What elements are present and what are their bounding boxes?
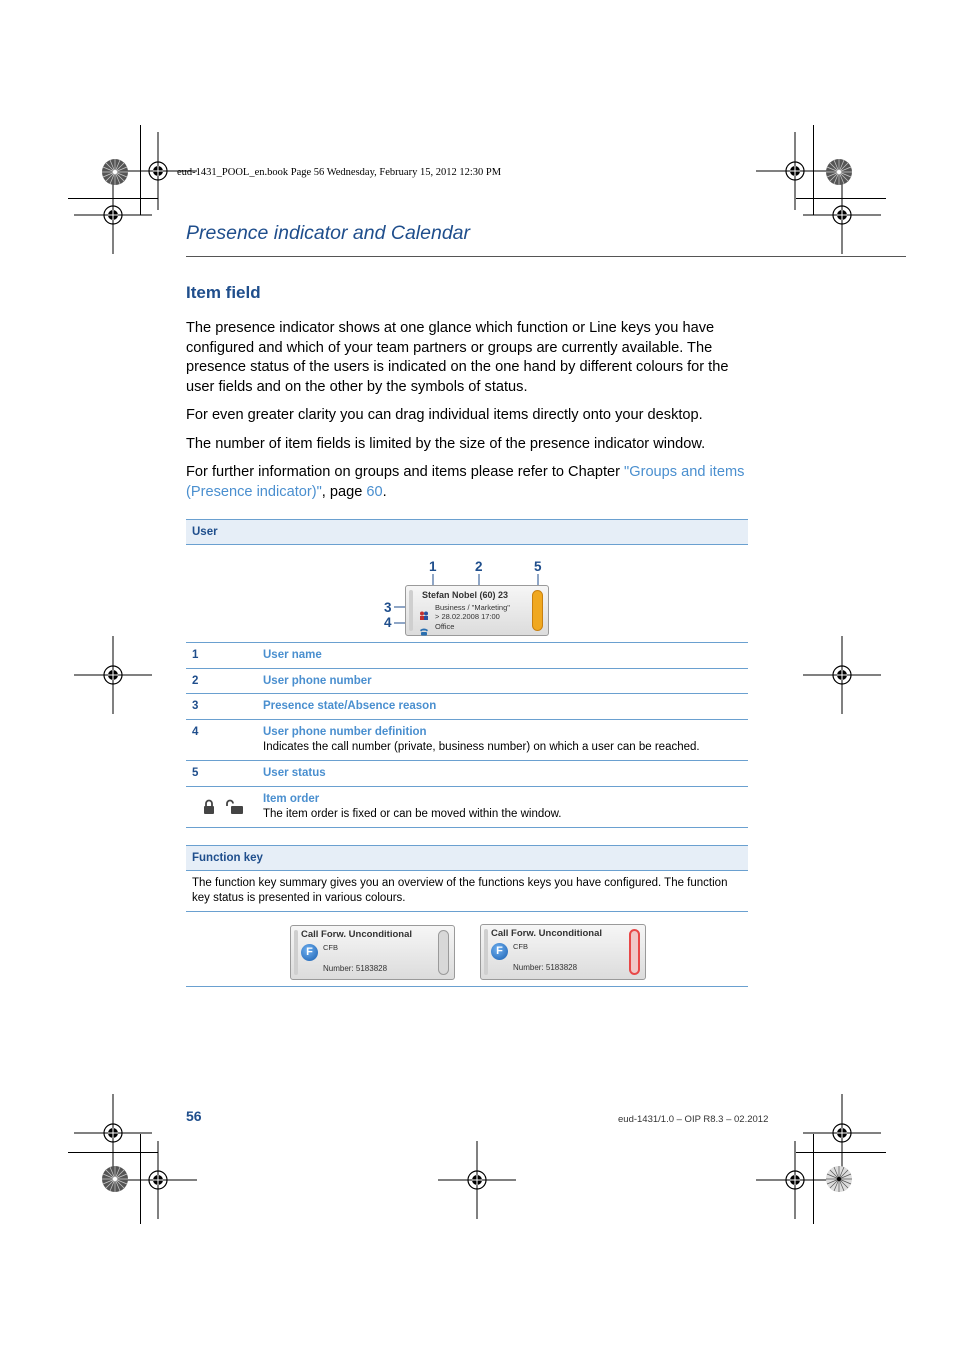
row-description: Indicates the call number (private, business number) on which a user can be reached.: [263, 741, 700, 753]
callout-4: 4: [384, 615, 392, 630]
paragraph-intro: The presence indicator shows at one glance which function or Line keys you have configured and which of your team partners or groups are currently available. The presence status of the users is indicated on the one hand by different colours for the user fields and on the other by the symbols of status.: [186, 320, 729, 395]
row-label: User phone number definition: [263, 726, 427, 738]
row-label: User name: [263, 649, 322, 661]
reference-page-text: , page: [321, 483, 367, 500]
row-label: Item order: [263, 793, 320, 805]
function-key-sub: CFB: [513, 942, 528, 951]
crop-line: [796, 198, 886, 199]
function-key-field[interactable]: [480, 924, 646, 980]
function-badge-icon: F: [301, 944, 318, 961]
row-number: 1: [192, 649, 199, 661]
row-label: User phone number: [263, 675, 372, 687]
absence-until-text: > 28.02.2008 17:00: [435, 612, 500, 621]
paragraph-reference: [186, 463, 756, 502]
crop-line: [140, 125, 141, 215]
callout-3: 3: [384, 600, 392, 615]
row-number: 2: [192, 675, 199, 687]
row-number: 5: [192, 767, 199, 779]
chapter-title: Presence indicator and Calendar: [186, 222, 471, 244]
registration-mark-icon: [803, 636, 881, 714]
function-key-sub: CFB: [323, 943, 338, 952]
phone-definition-text: Office: [435, 622, 455, 631]
row-label: Presence state/Absence reason: [263, 700, 437, 712]
function-key-title: Call Forw. Unconditional: [491, 928, 603, 939]
color-rosette-icon: [101, 158, 129, 186]
function-key-number: Number: 5183828: [323, 964, 388, 973]
paragraph-drag: For even greater clarity you can drag individual items directly onto your desktop.: [186, 407, 703, 423]
user-status-bar: [532, 590, 543, 631]
table-row: [186, 720, 748, 761]
function-table-title: Function key: [192, 852, 263, 864]
table-row: [186, 643, 748, 669]
color-rosette-icon: [825, 1165, 853, 1193]
function-table-header: [186, 845, 748, 871]
function-key-field[interactable]: [290, 925, 455, 980]
presence-state-text: Business / "Marketing": [435, 603, 510, 612]
table-row: [186, 669, 748, 694]
chapter-divider: [186, 256, 906, 257]
paragraph-limit: The number of item fields is limited by the size of the presence indicator window.: [186, 436, 706, 452]
crop-line: [796, 1152, 886, 1153]
function-status-bar: [438, 930, 449, 975]
lock-closed-icon: [203, 799, 215, 814]
reference-end: .: [382, 483, 387, 500]
table-row: [186, 694, 748, 720]
function-key-number: Number: 5183828: [513, 963, 578, 972]
group-icon: [419, 605, 429, 614]
registration-mark-icon: [803, 176, 881, 254]
function-badge-icon: F: [491, 943, 508, 960]
row-number: 3: [192, 700, 199, 712]
user-figure-row: [186, 545, 748, 643]
registration-mark-icon: [74, 636, 152, 714]
function-description-row: [186, 871, 748, 912]
registration-mark-icon: [438, 1141, 516, 1219]
user-item-field[interactable]: [405, 585, 549, 636]
row-label: User status: [263, 767, 326, 779]
print-header: eud-1431_POOL_en.book Page 56 Wednesday, February 15, 2012 12:30 PM: [177, 167, 502, 178]
color-rosette-icon: [825, 158, 853, 186]
callout-2: 2: [475, 559, 483, 574]
phone-icon: [419, 621, 429, 630]
page-link[interactable]: 60: [366, 483, 383, 500]
document-id: eud-1431/1.0 – OIP R8.3 – 02.2012: [618, 1114, 769, 1125]
callout-5: 5: [534, 559, 542, 574]
crop-line: [68, 198, 158, 199]
crop-line: [813, 1134, 814, 1224]
section-heading: Item field: [186, 283, 261, 302]
user-table-title: User: [192, 526, 218, 538]
function-description: The function key summary gives you an overview of the functions keys you have configured. The function key status is presented in various colours.: [192, 877, 728, 904]
user-name-text: Stefan Nobel (60) 23: [422, 590, 509, 600]
lock-open-icon: [224, 799, 244, 814]
reference-text: For further information on groups and items please refer to Chapter: [186, 464, 625, 480]
callout-1: 1: [429, 559, 437, 574]
crop-line: [140, 1134, 141, 1224]
table-row: [186, 761, 748, 787]
function-status-bar: [629, 929, 640, 975]
chapter-link[interactable]: "Groups and items (Presence indicator)": [186, 464, 745, 500]
function-key-title: Call Forw. Unconditional: [301, 929, 413, 940]
user-table-header: [186, 519, 748, 545]
table-row: [186, 787, 748, 828]
function-figure-row: [186, 912, 748, 987]
row-description: The item order is fixed or can be moved within the window.: [263, 808, 562, 820]
page-number: 56: [186, 1108, 202, 1124]
crop-line: [68, 1152, 158, 1153]
crop-line: [813, 125, 814, 215]
color-rosette-icon: [101, 1165, 129, 1193]
row-number: 4: [192, 726, 199, 738]
